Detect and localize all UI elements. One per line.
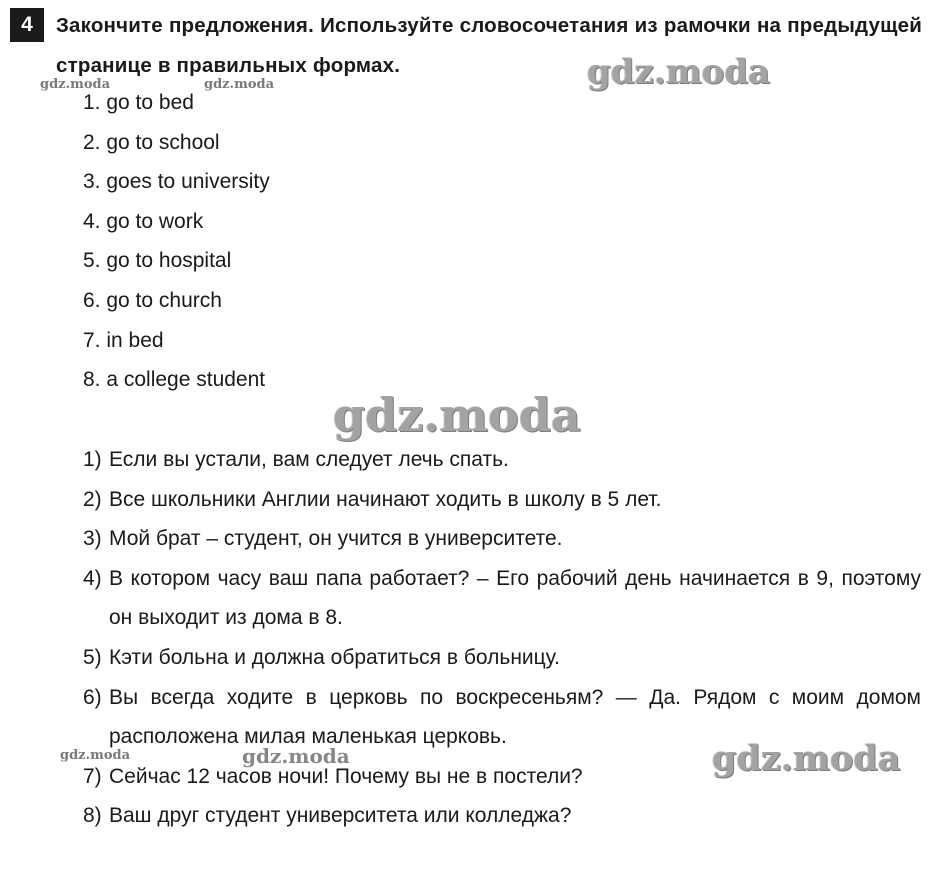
answer-list [83,83,270,400]
translation-item [83,638,921,678]
translation-number: 6) [83,685,102,709]
translation-item [83,480,921,520]
answer-item: 3. goes to university [83,170,270,194]
translation-item [83,796,921,836]
translation-number: 8) [83,804,102,828]
watermark-logo: gdz.moda [712,738,901,779]
answer-item: 6. go to church [83,288,222,312]
answer-item: 1. go to bed [83,91,194,114]
translation-text: Сейчас 12 часов ночи! Почему вы не в постели? [109,764,583,788]
translation-text: Кэти больна и должна обратиться в больницу. [109,645,560,669]
answer-item: 8. a college student [83,368,266,392]
translation-number: 3) [83,527,102,551]
task-number-badge: 4 [10,8,44,42]
translation-number: 7) [83,764,102,788]
watermark-logo: gdz.moda [40,77,111,92]
watermark-logo: gdz.moda [587,52,771,92]
translation-text: Все школьники Англии начинают ходить в школу в 5 лет. [109,487,662,511]
watermark-logo: gdz.moda [60,748,131,763]
answer-item: 7. in bed [83,328,164,352]
answer-item: 2. go to school [83,130,220,154]
answer-item: 5. go to hospital [83,249,232,273]
watermark-logo: gdz.moda [204,77,275,92]
translation-item [83,559,921,638]
watermark-logo: gdz.moda [242,744,350,768]
task-instruction: Закончите предложения. Используйте словосочетания из рамочки на предыдущей странице в правильных формах. [56,14,922,77]
translation-text: В котором часу ваш папа работает? – Его рабочий день начинается в 9, поэтому он выходит из дома в 8. [109,566,921,630]
translation-number: 5) [83,645,102,669]
translation-item [83,519,921,559]
translation-number: 4) [83,566,102,590]
answer-item: 4. go to work [83,209,204,233]
translation-number: 2) [83,487,102,511]
translation-item [83,440,921,480]
translation-text: Мой брат – студент, он учится в университете. [109,527,563,551]
watermark-logo: gdz.moda [333,388,581,442]
translation-text: Если вы устали, вам следует лечь спать. [109,448,509,471]
translation-number: 1) [83,448,102,471]
translation-text: Ваш друг студент университета или колледжа? [109,804,572,828]
translation-text: Вы всегда ходите в церковь по воскресеньям? — Да. Рядом с моим домом расположена милая маленькая церковь. [109,685,921,749]
